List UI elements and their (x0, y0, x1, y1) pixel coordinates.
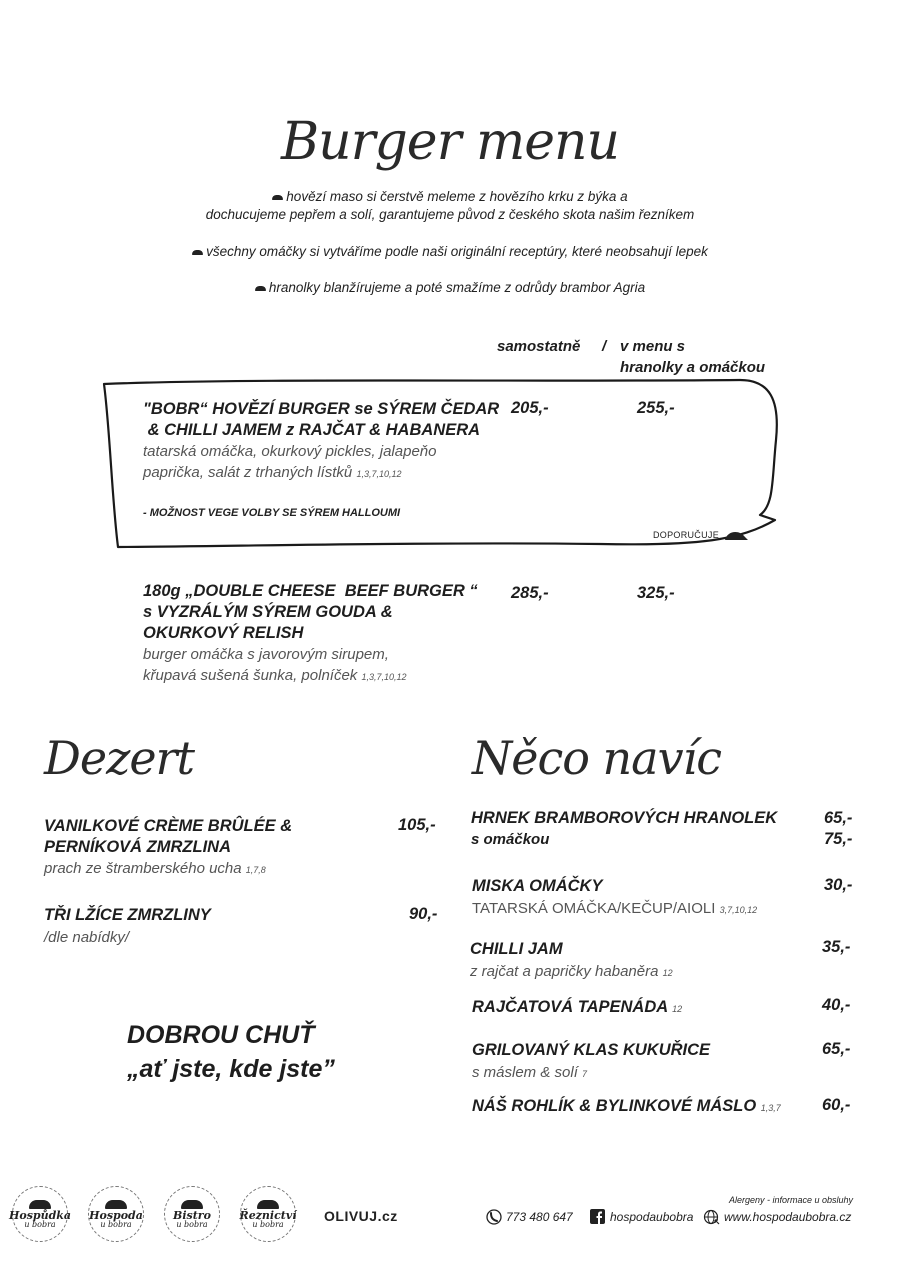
extra-6-price: 60,- (822, 1096, 851, 1114)
extra-6-allergens: 1,3,7 (760, 1103, 781, 1113)
intro-text: hranolky blanžírujeme a poté smažíme z odrůdy brambor Agria (268, 280, 646, 295)
badge-hospudka[interactable] (8, 1186, 72, 1242)
menu-title: Burger menu (280, 112, 620, 172)
burger-2-title-line: 180g „DOUBLE CHEESE BEEF BURGER “ (143, 582, 478, 600)
badge-hospoda[interactable] (88, 1186, 144, 1242)
extra-1-price-1: 65,- (824, 809, 853, 827)
extra-5-price: 65,- (822, 1040, 851, 1058)
extra-1-price (824, 808, 852, 850)
dessert-1-title-line: VANILKOVÉ CRÈME BRÛLÉE & (44, 817, 293, 835)
beaver-icon (192, 250, 203, 255)
burger-1-price-menu: 255,- (637, 399, 675, 417)
website-url: www.hospodaubobra.cz (724, 1210, 852, 1224)
dessert-1-title (44, 816, 292, 858)
recommend-stamp (653, 529, 749, 541)
web-contact[interactable] (703, 1209, 851, 1225)
facebook-contact[interactable] (590, 1209, 693, 1224)
intro-text: hovězí maso si čerstvě meleme z hovězího krku z býka a (286, 189, 628, 204)
extra-1-price-2: 75,- (824, 830, 853, 848)
dessert-1-allergens: 1,7,8 (245, 865, 266, 875)
price-header-single: samostatně (497, 338, 581, 355)
olivuj-logo[interactable]: OLIVUJ.cz (324, 1208, 398, 1224)
extra-2-price: 30,- (824, 876, 853, 894)
slogan-line-1: DOBROU CHUŤ (127, 1021, 315, 1049)
extra-1-sub: s omáčkou (471, 831, 550, 848)
beaver-mound-icon (181, 1200, 203, 1209)
badge-name: Řeznictví (239, 1208, 297, 1222)
extra-2-title: MISKA OMÁČKY (472, 877, 603, 895)
globe-icon (703, 1209, 720, 1225)
intro-text: dochucujeme pepřem a solí, garantujeme původ z českého skota našim řezníkem (205, 207, 695, 222)
extras-title: Něco navíc (472, 731, 722, 785)
extra-6-title: NÁŠ ROHLÍK & BYLINKOVÉ MÁSLO 1,3,7 (472, 1097, 781, 1115)
burger-1-title (143, 399, 499, 441)
allergen-note: Alergeny - informace u obsluhy (729, 1195, 854, 1205)
burger-2-description (143, 644, 407, 688)
price-header-menu-2: hranolky a omáčkou (620, 359, 766, 376)
dessert-1-title-line: PERNÍKOVÁ ZMRZLINA (44, 838, 231, 856)
burger-2-title (143, 581, 478, 644)
badge-name: Hospůdka (8, 1208, 72, 1222)
beaver-icon (255, 286, 266, 291)
extra-5-description: s máslem & solí 7 (472, 1064, 588, 1081)
intro-text: všechny omáčky si vytváříme podle naši originální receptúry, které neobsahují lepek (206, 244, 708, 259)
facebook-icon (590, 1209, 605, 1224)
burger-2-allergens: 1,3,7,10,12 (361, 672, 407, 682)
extra-5-allergens: 7 (582, 1069, 588, 1079)
beaver-icon (272, 195, 283, 200)
dessert-1-description: prach ze štramberského ucha 1,7,8 (44, 860, 266, 877)
badge-sub: u bobra (24, 1219, 56, 1229)
intro-line-3 (0, 279, 900, 297)
extra-3-price: 35,- (822, 938, 851, 956)
burger-1-allergens: 1,3,7,10,12 (356, 469, 402, 479)
extra-2-allergens: 3,7,10,12 (719, 905, 758, 915)
badge-sub: u bobra (100, 1219, 132, 1229)
badge-sub: u bobra (176, 1219, 208, 1229)
extra-2-description: TATARSKÁ OMÁČKA/KEČUP/AIOLI 3,7,10,12 (472, 900, 758, 917)
badge-bistro[interactable] (164, 1186, 220, 1242)
extra-4-price: 40,- (822, 996, 851, 1014)
extra-1-title-line: HRNEK BRAMBOROVÝCH HRANOLEK (471, 809, 778, 827)
badge-reznictvi[interactable] (240, 1186, 296, 1242)
dessert-title: Dezert (44, 731, 195, 785)
dessert-1-price: 105,- (398, 816, 436, 834)
beaver-mound-icon (105, 1200, 127, 1209)
burger-1-desc-line: tatarská omáčka, okurkový pickles, jalapeňo (143, 443, 437, 460)
burger-1-title-line: & CHILLI JAMEM z RAJČAT & HABANERA (143, 421, 481, 439)
burger-1-desc-line: paprička, salát z trhaných lístků 1,3,7,10,12 (143, 464, 402, 481)
burger-2-title-line: OKURKOVÝ RELISH (143, 624, 304, 642)
brand-badges (8, 1186, 297, 1242)
beaver-mound-icon (29, 1200, 51, 1209)
badge-name: Bistro (173, 1208, 211, 1222)
dessert-2-price: 90,- (409, 905, 438, 923)
burger-2-desc-line: burger omáčka s javorovým sirupem, (143, 646, 389, 663)
burger-2-title-line: s VYZRÁLÝM SÝREM GOUDA & (143, 603, 393, 621)
phone-icon (486, 1209, 502, 1225)
facebook-handle: hospodaubobra (610, 1209, 694, 1224)
phone-number: 773 480 647 (506, 1210, 573, 1224)
burger-1-vege-note: - MOŽNOST VEGE VOLBY SE SÝREM HALLOUMI (143, 507, 401, 519)
extra-3-allergens: 12 (662, 968, 673, 978)
phone-contact[interactable] (486, 1209, 573, 1225)
burger-2-price-single: 285,- (511, 584, 549, 602)
burger-1-title-line: "BOBR“ HOVĚZÍ BURGER se SÝREM ČEDAR (143, 400, 500, 418)
extra-1-title (471, 808, 777, 850)
extra-4-allergens: 12 (672, 1004, 683, 1014)
beaver-icon (723, 529, 749, 541)
extra-5-title: GRILOVANÝ KLAS KUKUŘICE (472, 1041, 711, 1059)
burger-2-desc-line: křupavá sušená šunka, polníček 1,3,7,10,12 (143, 667, 407, 684)
price-header-menu: v menu s (620, 338, 686, 355)
dessert-2-description: /dle nabídky/ (44, 929, 130, 946)
burger-2-price-menu: 325,- (637, 584, 675, 602)
burger-1-price-single: 205,- (511, 399, 549, 417)
price-header-separator: / (602, 338, 607, 355)
intro-line-1a (0, 188, 900, 206)
slogan-line-2: „ať jste, kde jste” (127, 1055, 335, 1083)
intro-line-2 (0, 243, 900, 261)
extra-3-description: z rajčat a papričky habaněra 12 (470, 963, 673, 980)
beaver-mound-icon (257, 1200, 279, 1209)
burger-1-description (143, 441, 436, 485)
intro-line-1b (0, 206, 900, 224)
dessert-2-title: TŘI LŽÍCE ZMRZLINY (44, 906, 211, 924)
extra-4-title: RAJČATOVÁ TAPENÁDA 12 (472, 998, 683, 1016)
recommend-text: DOPORUČUJE (653, 530, 720, 540)
badge-name: Hospoda (89, 1208, 143, 1222)
badge-sub: u bobra (252, 1219, 284, 1229)
extra-3-title: CHILLI JAM (470, 940, 563, 958)
